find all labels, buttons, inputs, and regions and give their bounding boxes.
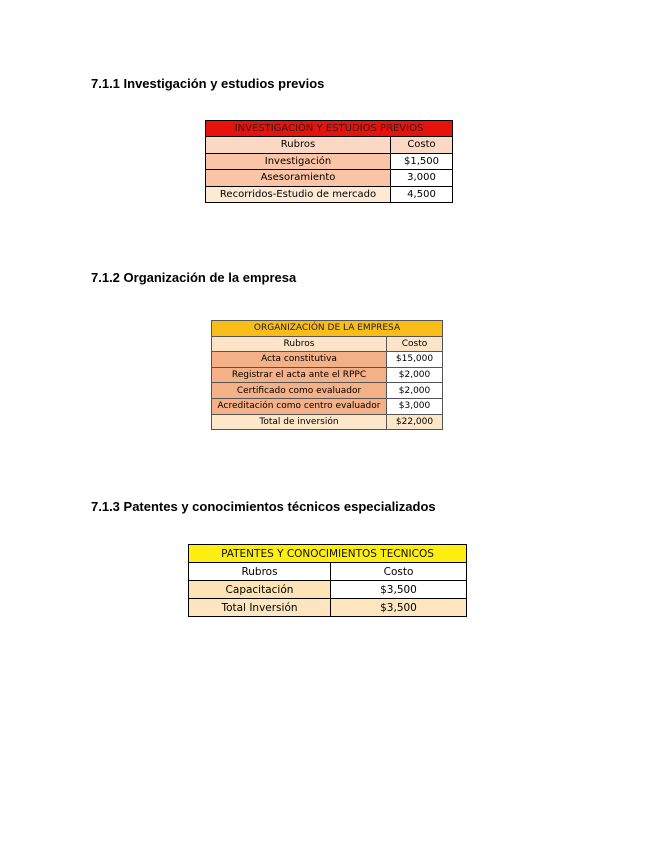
row-label: Registrar el acta ante el RPPC bbox=[212, 367, 387, 383]
row-label: Total Inversión bbox=[189, 599, 331, 617]
row-value: $15,000 bbox=[387, 352, 443, 368]
row-value: $3,000 bbox=[387, 398, 443, 414]
table-row bbox=[206, 170, 453, 187]
table-title: INVESTIGACIÓN Y ESTUDIOS PREVIOS bbox=[206, 121, 453, 137]
row-label: Certificado como evaluador bbox=[212, 383, 387, 399]
table-row bbox=[212, 398, 443, 414]
table-title: PATENTES Y CONOCIMIENTOS TECNICOS bbox=[189, 545, 467, 563]
row-value: 3,000 bbox=[391, 170, 453, 187]
section-heading-investigacion: 7.1.1 Investigación y estudios previos bbox=[91, 76, 325, 91]
row-value: 4,500 bbox=[391, 186, 453, 203]
table-row bbox=[212, 352, 443, 368]
organizacion-table bbox=[211, 320, 443, 430]
column-header-rubros: Rubros bbox=[206, 137, 391, 154]
table-title: ORGANIZACIÓN DE LA EMPRESA bbox=[212, 321, 443, 337]
row-value: $22,000 bbox=[387, 414, 443, 430]
table-row bbox=[212, 414, 443, 430]
row-value: $3,500 bbox=[331, 581, 467, 599]
row-label: Asesoramiento bbox=[206, 170, 391, 187]
section-heading-patentes: 7.1.3 Patentes y conocimientos técnicos especializados bbox=[91, 499, 436, 514]
table-row bbox=[212, 383, 443, 399]
column-header-costo: Costo bbox=[391, 137, 453, 154]
patentes-table bbox=[188, 544, 467, 617]
column-header-rubros: Rubros bbox=[212, 336, 387, 352]
row-value: $2,000 bbox=[387, 383, 443, 399]
row-label: Capacitación bbox=[189, 581, 331, 599]
table-row bbox=[206, 153, 453, 170]
table-row bbox=[212, 367, 443, 383]
table-row bbox=[206, 186, 453, 203]
row-value: $3,500 bbox=[331, 599, 467, 617]
table-row bbox=[189, 599, 467, 617]
row-label: Total de inversión bbox=[212, 414, 387, 430]
row-label: Acta constitutiva bbox=[212, 352, 387, 368]
row-label: Investigación bbox=[206, 153, 391, 170]
section-heading-organizacion: 7.1.2 Organización de la empresa bbox=[91, 270, 297, 285]
column-header-rubros: Rubros bbox=[189, 563, 331, 581]
investigacion-table bbox=[205, 120, 453, 203]
column-header-costo: Costo bbox=[387, 336, 443, 352]
column-header-costo: Costo bbox=[331, 563, 467, 581]
row-label: Recorridos-Estudio de mercado bbox=[206, 186, 391, 203]
row-value: $2,000 bbox=[387, 367, 443, 383]
table-row bbox=[189, 581, 467, 599]
row-label: Acreditación como centro evaluador bbox=[212, 398, 387, 414]
row-value: $1,500 bbox=[391, 153, 453, 170]
